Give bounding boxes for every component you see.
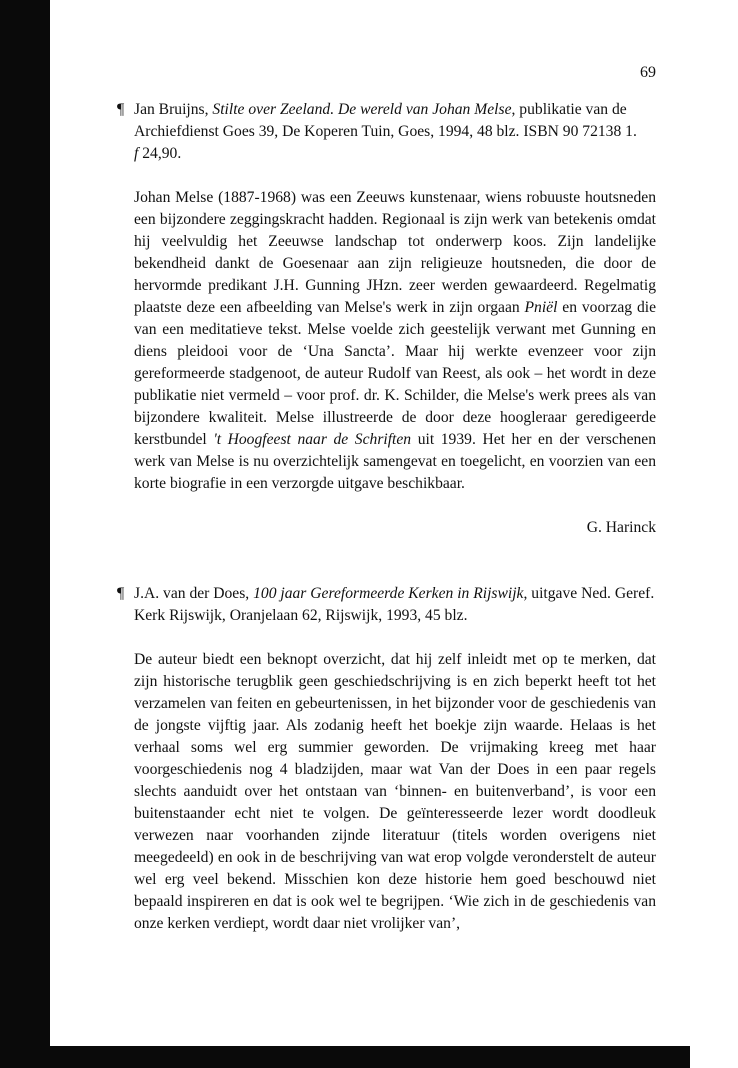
review-2-publication-details: , uitgave Ned. Geref. Kerk Rijswijk, Oranjelaan 62, Rijswijk, 1993, 45 blz. [134, 585, 655, 624]
page-number: 69 [640, 64, 656, 81]
review-1-title: Stilte over Zeeland. De wereld van Johan Melse [212, 101, 512, 118]
review-2-title: 100 jaar Gereformeerde Kerken in Rijswijk [253, 585, 524, 602]
review-2-body [134, 649, 656, 935]
review-1-price-symbol: f [134, 145, 139, 162]
pilcrow-marker: ¶ [117, 585, 125, 602]
review-1-text-part-2: en voorzag die van een meditatieve tekst. Melse voelde zich geestelijk verwant met Gunning en diens pleidooi voor de ‘Una Sancta’. Maar hij werkte evenzeer voor zijn gereformeerde stadgenoot, de auteur Rudolf van Reest, als ook – het wordt in deze publikatie niet vermeld – voor prof. dr. K. Schilder, die Melse's werk prees als van bijzondere kwaliteit. Melse illustreerde de door deze hoogleraar geredigeerde kerstbundel [134, 299, 657, 448]
review-2-citation [134, 583, 656, 627]
review-1-text-part-1: Johan Melse (1887-1968) was een Zeeuws kunstenaar, wiens robuuste houtsneden een bijzondere zeggingskracht hadden. Regionaal is zijn werk van betekenis omdat hij veelvuldig het Zeeuwse landschap tot onderwerp koos. Zijn landelijke bekendheid dankt de Goesenaar aan zijn religieuze houtsneden, die door de hervormde predikant J.H. Gunning JHzn. zeer werden gewaardeerd. Regelmatig plaatste deze een afbeelding van Melse's werk in zijn orgaan [134, 189, 656, 316]
review-1-price: 24,90. [138, 145, 182, 162]
review-1-body [134, 187, 656, 495]
review-2-author: J.A. van der Does, [134, 585, 254, 602]
review-2-text-part-1: De auteur biedt een beknopt overzicht, dat hij zelf inleidt met op te merken, dat zijn historische terugblik geen geschiedschrijving is en zich beperkt heeft tot het verzamelen van feiten en gebeurtenissen, in het bijzonder voor de geschiedenis van de jongste vijftig jaar. Als zodanig heeft het boekje zijn waarde. Helaas is het verhaal soms wel erg summier geworden. De vrijmaking kreeg met haar voorgeschiedenis nog 4 bladzijden, maar wat Van der Does in een paar regels slechts aanduidt over het ontstaan van ‘binnen- en buitenverband’, is voor een buitenstaander echt niet te volgen. De geïnteresseerde lezer wordt doodleuk verwezen naar voorhanden zijnde literatuur (titels worden overigens niet meegedeeld) en ook in de beschrijving van wat erop volgde veronderstelt de auteur wel erg veel bekend. Misschien kon deze historie hem goed beschouwd niet bepaald inspireren en dat is ook wel te begrijpen. ‘Wie zich in de geschiedenis van onze kerken verdiept, wordt daar niet vrolijker van’, [134, 651, 656, 932]
review-1-signature: G. Harinck [586, 519, 656, 536]
review-1-citation [134, 99, 656, 165]
review-1-text-part-3: uit 1939. Het her en der verschenen werk van Melse is nu overzichtelijk samengevat en toegelicht, en voorzien van een korte biografie in een verzorgde uitgave beschikbaar. [134, 431, 657, 492]
scan-border-left [0, 0, 50, 1068]
review-1-italic-title-1: Pniël [524, 299, 558, 316]
review-1-italic-title-2: 't Hoogfeest naar de Schriften [213, 431, 412, 448]
pilcrow-marker: ¶ [117, 101, 125, 118]
review-1-publication-details: , publikatie van de Archiefdienst Goes 39, De Koperen Tuin, Goes, 1994, 48 blz. ISBN 90 72138 1. [134, 101, 637, 140]
scan-border-bottom [0, 1046, 690, 1068]
review-1-author: Jan Bruijns, [134, 101, 213, 118]
